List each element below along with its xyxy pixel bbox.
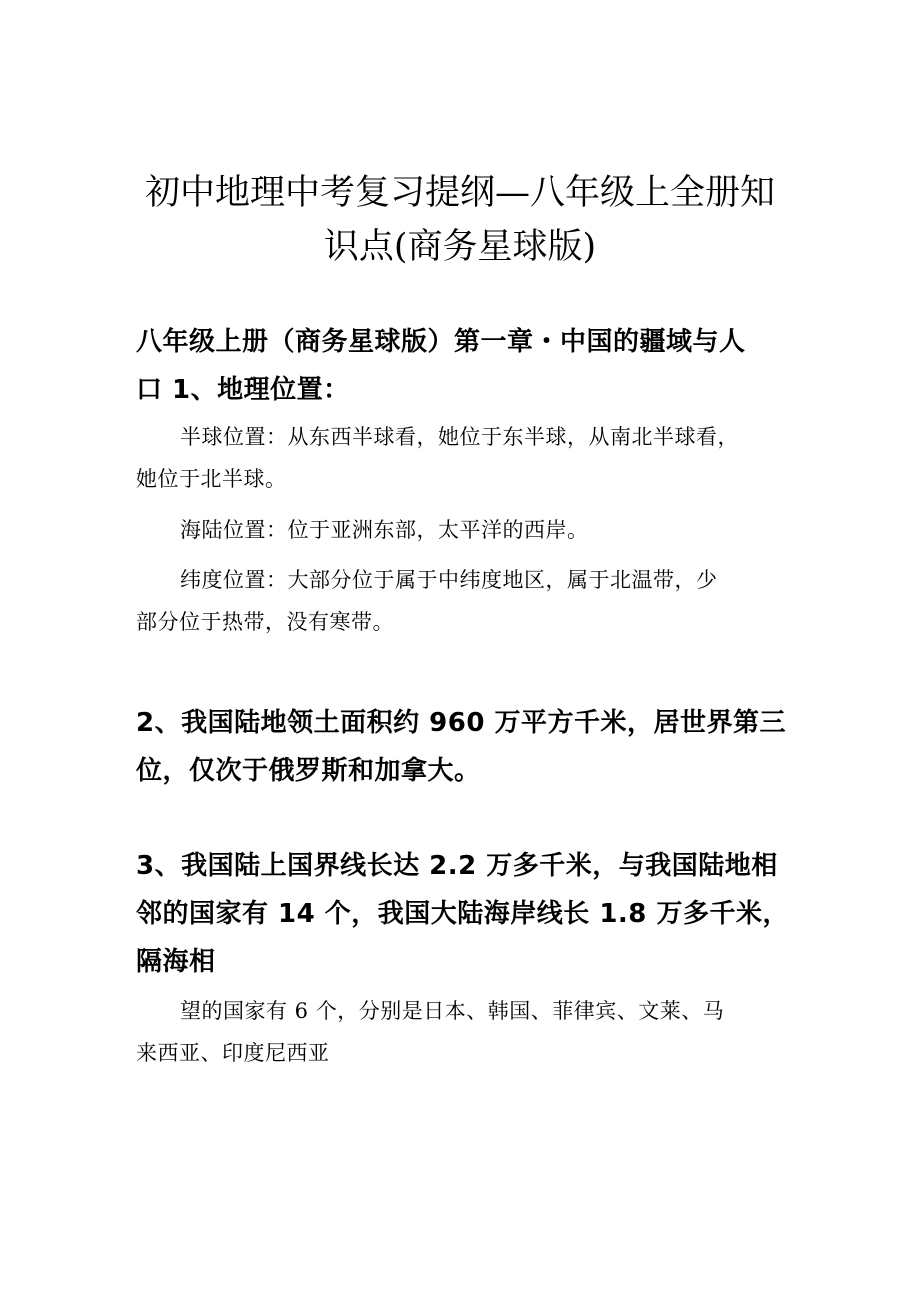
land-sea-position-paragraph xyxy=(136,509,796,551)
paragraph-line: 半球位置：从东西半球看，她位于东半球，从南北半球看， xyxy=(180,425,739,449)
section-2-heading-line-2: 位，仅次于俄罗斯和加拿大。 xyxy=(136,756,481,786)
section-3-heading-line-1: 3、我国陆上国界线长达 2.2 万多千米，与我国陆地相 xyxy=(136,851,778,881)
paragraph-line: 她位于北半球。 xyxy=(136,467,287,491)
paragraph-line: 来西亚、印度尼西亚 xyxy=(136,1041,330,1065)
section-3-heading-line-3: 隔海相 xyxy=(136,947,216,977)
latitude-position-paragraph xyxy=(136,559,796,643)
section-1-heading xyxy=(136,318,786,414)
paragraph-line: 纬度位置：大部分位于属于中纬度地区，属于北温带，少 xyxy=(180,568,718,592)
neighbor-countries-paragraph xyxy=(136,990,796,1074)
section-2-heading-line-1: 2、我国陆地领土面积约 960 万平方千米，居世界第三 xyxy=(136,708,786,738)
paragraph-line: 部分位于热带，没有寒带。 xyxy=(136,610,394,634)
paragraph-line: 望的国家有 6 个，分别是日本、韩国、菲律宾、文莱、马 xyxy=(180,999,725,1023)
section-2-heading xyxy=(136,699,786,795)
title-line-2: 识点(商务星球版) xyxy=(323,227,597,267)
paragraph-line: 海陆位置：位于亚洲东部，太平洋的西岸。 xyxy=(180,518,589,542)
section-1-heading-line-1: 八年级上册（商务星球版）第一章・中国的疆域与人 xyxy=(136,327,746,357)
section-3-heading xyxy=(136,842,789,986)
document-title xyxy=(140,166,780,274)
title-line-1: 初中地理中考复习提纲—八年级上全册知 xyxy=(144,173,775,213)
section-1-heading-line-2: 口 1、地理位置： xyxy=(136,375,350,405)
section-3-heading-line-2: 邻的国家有 14 个，我国大陆海岸线长 1.8 万多千米， xyxy=(136,899,789,929)
hemisphere-position-paragraph xyxy=(136,416,796,500)
